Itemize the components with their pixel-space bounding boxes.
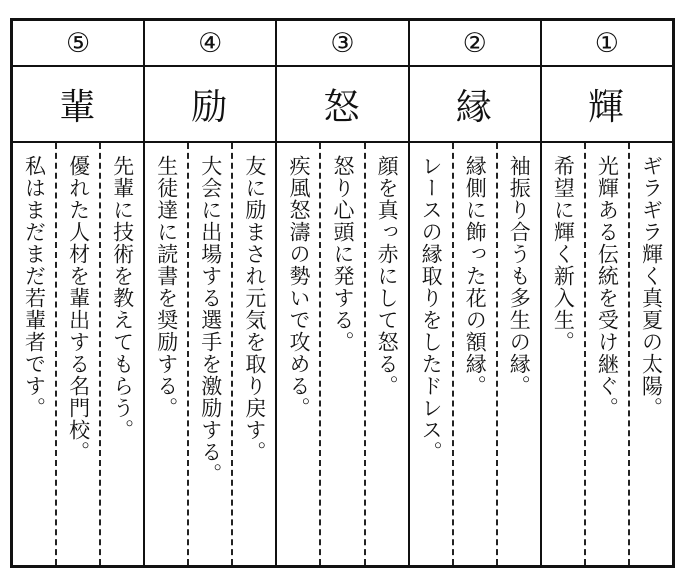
kanji-heading: 縁 xyxy=(410,67,540,143)
example-sentence: 怒り心頭に発する。 xyxy=(331,155,355,353)
practice-sheet xyxy=(10,18,675,568)
kanji-column-5 xyxy=(13,21,143,565)
example-sentence: レースの縁取りをしたドレス。 xyxy=(419,155,444,463)
example-sentence: 縁側に飾った花の額縁。 xyxy=(463,155,488,397)
column-number: ④ xyxy=(145,21,275,67)
example-sentence: 私はまだまだ若輩者です。 xyxy=(22,155,47,419)
example-sentence: ギラギラ輝く真夏の太陽。 xyxy=(639,155,664,419)
example-sentence: 生徒達に読書を奨励する。 xyxy=(154,155,179,419)
sentence-line xyxy=(187,143,231,565)
sentence-area xyxy=(277,143,407,565)
sentence-line xyxy=(99,143,143,565)
sentence-area xyxy=(542,143,672,565)
example-sentence: 希望に輝く新入生。 xyxy=(551,155,576,353)
sentence-line xyxy=(145,143,187,565)
sentence-line xyxy=(452,143,496,565)
sentence-area xyxy=(410,143,540,565)
example-sentence: 友に励まされ元気を取り戻す。 xyxy=(242,155,267,463)
example-sentence: 先輩に技術を教えてもらう。 xyxy=(110,155,135,441)
example-sentence: 疾風怒濤の勢いで攻める。 xyxy=(286,155,311,419)
column-number: ③ xyxy=(277,21,407,67)
column-number: ⑤ xyxy=(13,21,143,67)
example-sentence: 顔を真っ赤にして怒る。 xyxy=(375,155,400,397)
sentence-line xyxy=(584,143,628,565)
column-number: ① xyxy=(542,21,672,67)
sentence-area xyxy=(145,143,275,565)
sentence-line xyxy=(319,143,363,565)
example-sentence: 優れた人材を輩出する名門校。 xyxy=(66,155,91,463)
kanji-heading: 輩 xyxy=(13,67,143,143)
kanji-column-1 xyxy=(540,21,672,565)
example-sentence: 大会に出場する選手を激励する。 xyxy=(198,155,223,485)
sentence-area xyxy=(13,143,143,565)
kanji-column-3 xyxy=(275,21,407,565)
column-number: ② xyxy=(410,21,540,67)
kanji-column-4 xyxy=(143,21,275,565)
sentence-line xyxy=(55,143,99,565)
sentence-line xyxy=(364,143,408,565)
sentence-line xyxy=(542,143,584,565)
kanji-heading: 輝 xyxy=(542,67,672,143)
sentence-line xyxy=(496,143,540,565)
sentence-line xyxy=(277,143,319,565)
sentence-line xyxy=(13,143,55,565)
sentence-line xyxy=(231,143,275,565)
kanji-heading: 怒 xyxy=(277,67,407,143)
sentence-line xyxy=(410,143,452,565)
kanji-heading: 励 xyxy=(145,67,275,143)
sentence-line xyxy=(628,143,672,565)
example-sentence: 袖振り合うも多生の縁。 xyxy=(507,155,532,397)
example-sentence: 光輝ある伝統を受け継ぐ。 xyxy=(595,155,620,419)
kanji-column-2 xyxy=(408,21,540,565)
